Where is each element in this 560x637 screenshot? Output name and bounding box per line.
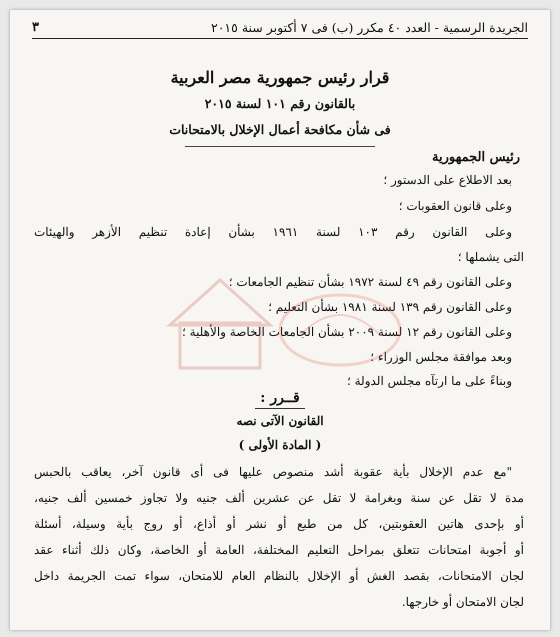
article-line: "مع عدم الإخلال بأية عقوبة أشد منصوص عليها فى أى قانون آخر، يعاقب بالحبس bbox=[34, 465, 512, 479]
article-line: لجان الامتحانات، بقصد الغش أو الإخلال بالنظام العام للامتحان، سواء تمت الجريمة داخل bbox=[34, 569, 524, 583]
gazette-header-text: الجريدة الرسمية - العدد ٤٠ مكرر (ب) فى ٧ أكتوبر سنة ٢٠١٥ bbox=[210, 19, 528, 35]
decree-heading: قــرر : bbox=[260, 390, 300, 406]
preamble-line: وعلى قانون العقوبات ؛ bbox=[398, 199, 512, 213]
preamble-line: وبعد موافقة مجلس الوزراء ؛ bbox=[370, 350, 512, 364]
article-line: أو أجوبة امتحانات تتعلق بمراحل التعليم المختلفة، العامة أو الخاصة، وكان ذلك أثناء عقد bbox=[34, 543, 524, 557]
preamble-line: وعلى القانون رقم ١٠٣ لسنة ١٩٦١ بشأن إعادة تنظيم الأزهر والهيئات bbox=[34, 225, 513, 239]
article-heading: ( المادة الأولى ) bbox=[238, 438, 322, 452]
page-number: ٣ bbox=[32, 19, 39, 35]
law-text-heading: القانون الآتى نصه bbox=[236, 414, 324, 428]
gazette-page bbox=[10, 10, 550, 630]
article-line: مدة لا تقل عن سنة وبغرامة لا تقل عن عشرين ألف جنيه ولا تجاوز خمسين ألف جنيه، bbox=[34, 491, 524, 505]
preamble-line: وعلى القانون رقم ١٣٩ لسنة ١٩٨١ بشأن التعليم ؛ bbox=[268, 300, 512, 314]
article-line: أو بإحدى هاتين العقوبتين، كل من طبع أو نشر أو أذاع، أو روج بأية وسيلة، أسئلة bbox=[34, 517, 524, 531]
decree-subject: فى شأن مكافحة أعمال الإخلال بالامتحانات bbox=[169, 122, 391, 137]
decree-law-number: بالقانون رقم ١٠١ لسنة ٢٠١٥ bbox=[204, 96, 356, 111]
page-header bbox=[32, 16, 528, 39]
preamble-line: وبناءً على ما ارتآه مجلس الدولة ؛ bbox=[346, 374, 512, 388]
decree-title: قرار رئيس جمهورية مصر العربية bbox=[170, 68, 390, 87]
title-divider bbox=[185, 146, 375, 147]
preamble-line: وعلى القانون رقم ١٢ لسنة ٢٠٠٩ بشأن الجامعات الخاصة والأهلية ؛ bbox=[182, 325, 512, 339]
president-heading: رئيس الجمهورية bbox=[432, 150, 520, 165]
preamble-line: التى يشملها ؛ bbox=[457, 250, 524, 264]
decree-heading-underline bbox=[255, 408, 305, 409]
preamble-line: وعلى القانون رقم ٤٩ لسنة ١٩٧٢ بشأن تنظيم الجامعات ؛ bbox=[228, 275, 512, 289]
preamble-line: بعد الاطلاع على الدستور ؛ bbox=[383, 173, 512, 187]
article-line: لجان الامتحان أو خارجها. bbox=[401, 595, 524, 609]
